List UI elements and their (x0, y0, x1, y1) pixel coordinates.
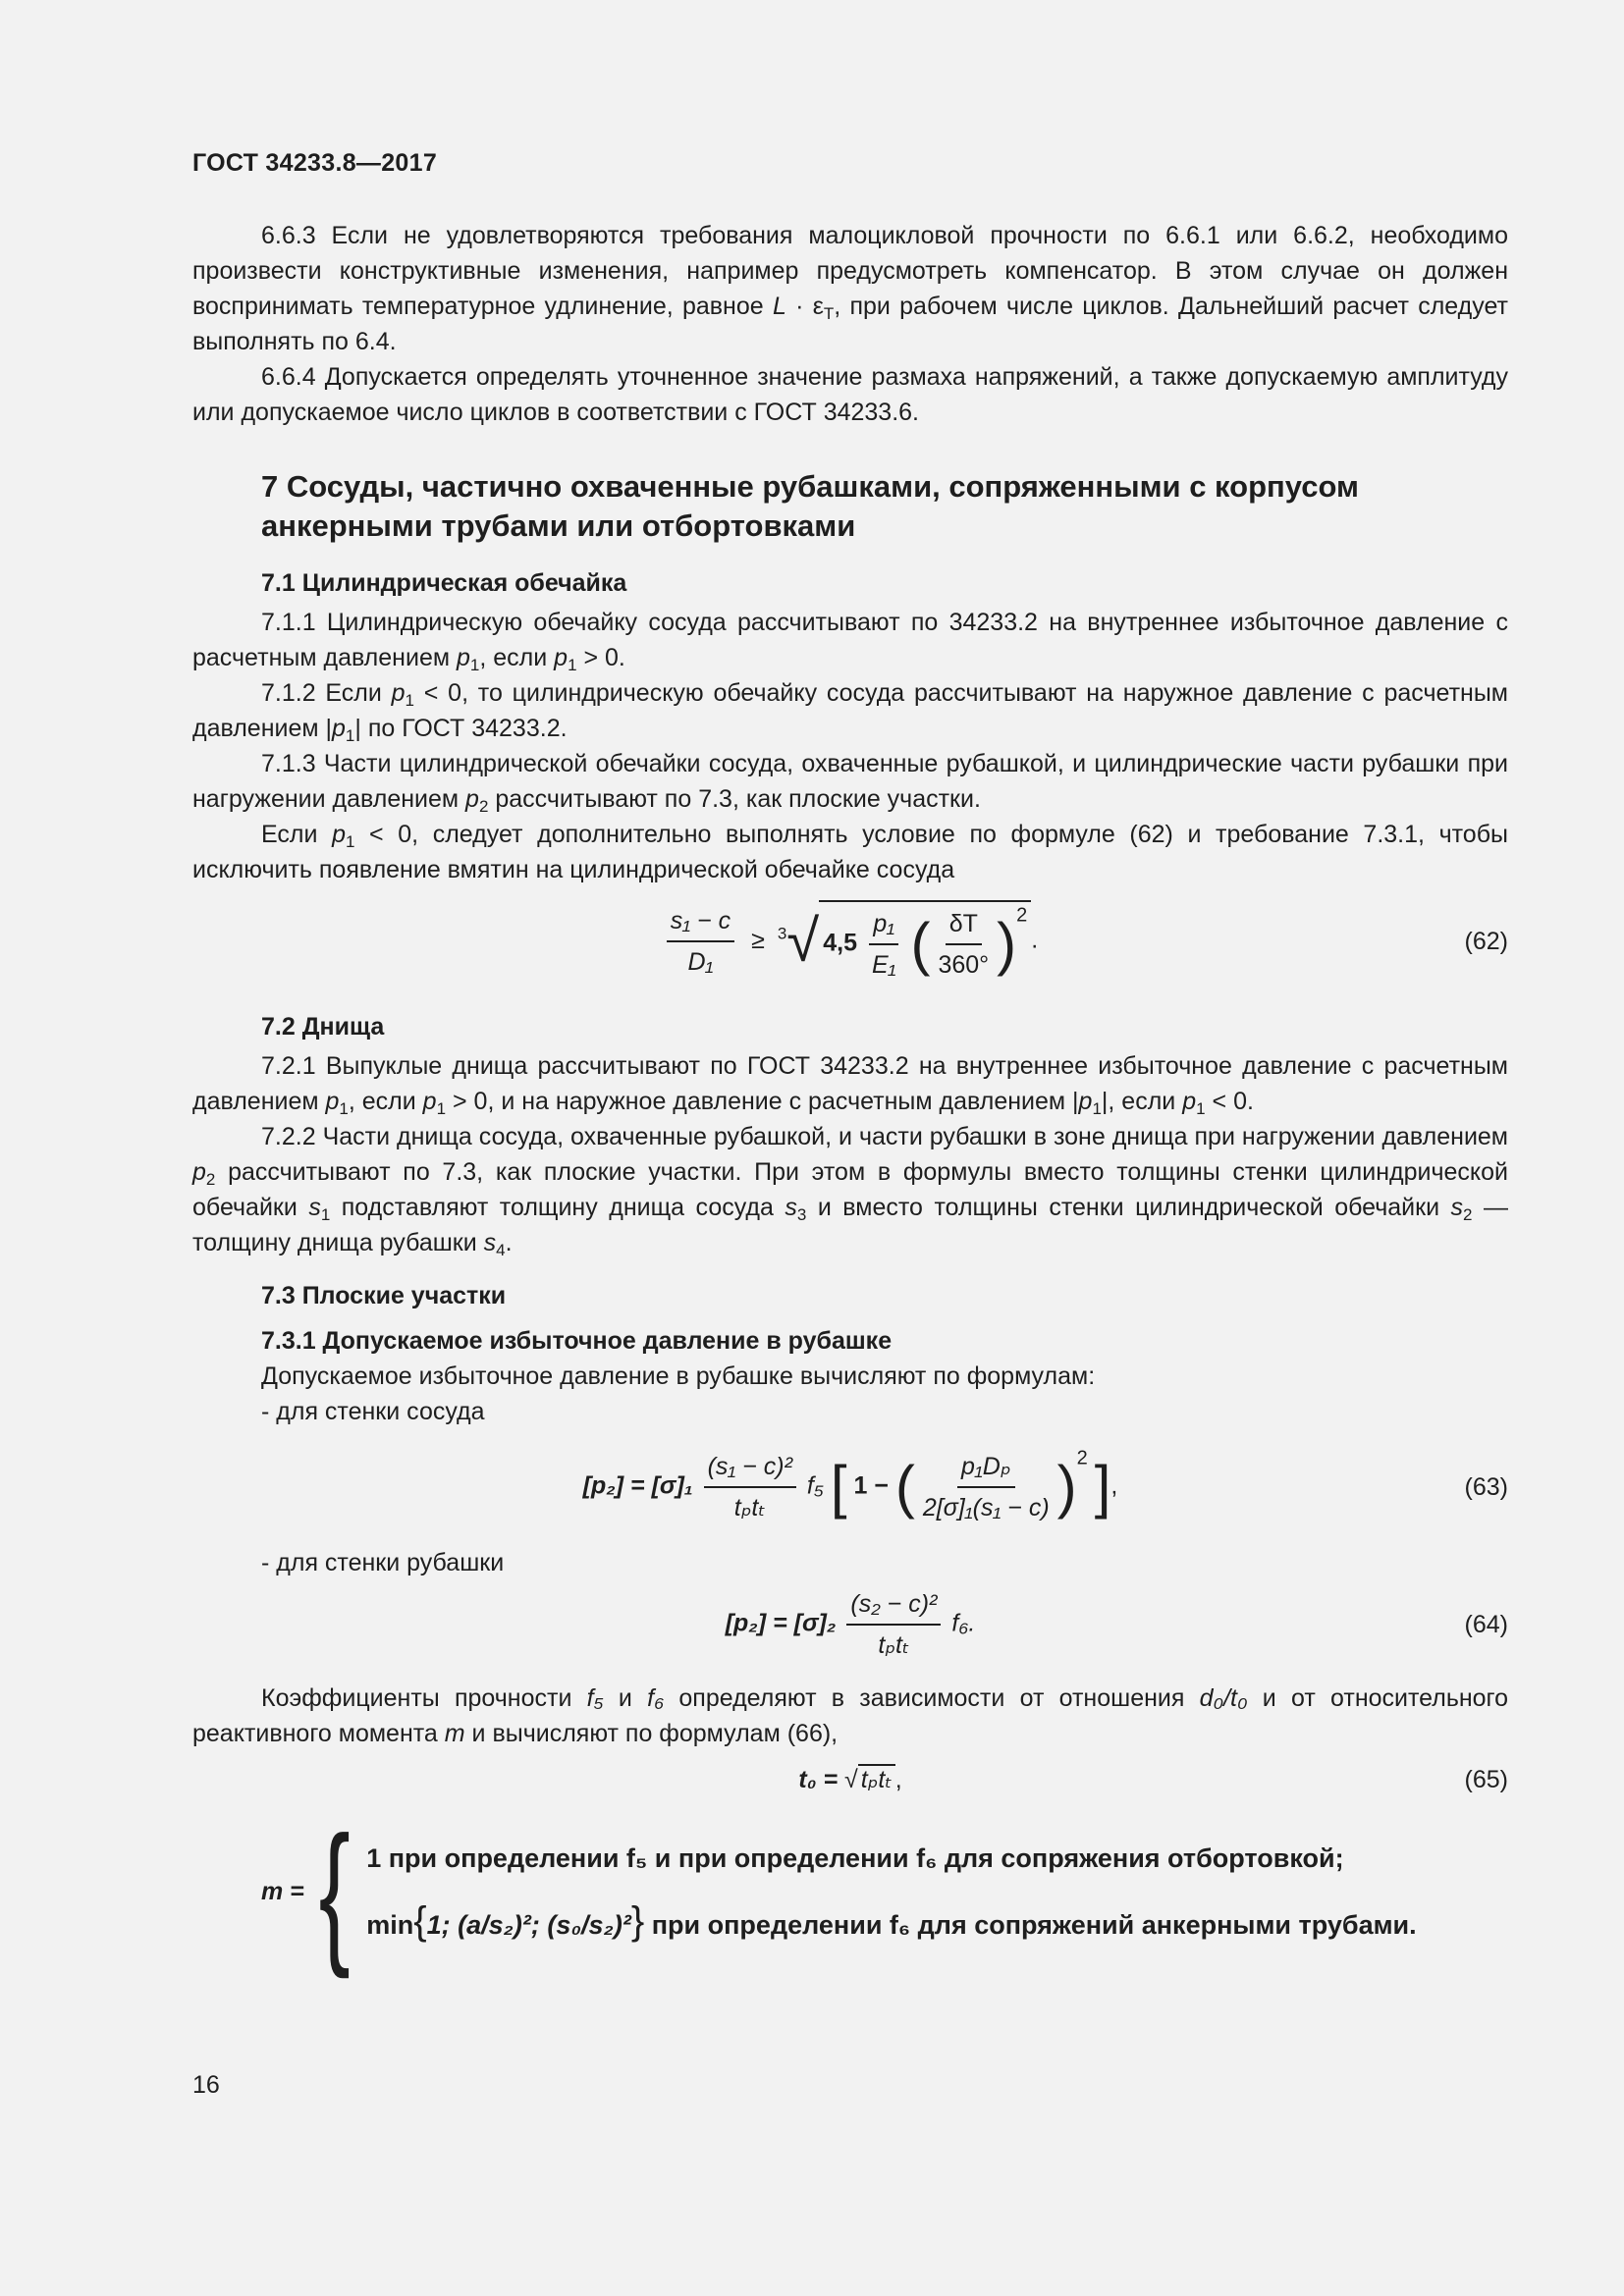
paragraph-6-6-3: 6.6.3 Если не удовлетворяются требования малоцикловой прочности по 6.6.1 или 6.6.2, необходимо произвести конструктивные изменения, например предусмотреть компенсатор. В этом случае он должен воспринимать температурное удлинение, равное $L \cdot \varepsilon_T$, при рабочем числе циклов. Дальнейший расчет следует выполнять по 6.4. (192, 222, 1508, 355)
formula-63-body: [p₂] = [σ]₁ $\frac{\text{(s₁ − c)²}}{\text{tₚtₜ}}$ f₅ [ 1 − ( $\frac{\text{p₁Dₚ}}{\text{2[σ]₁(s₁ − c)}}$ )$^2$ ], (582, 1447, 1118, 1522)
intro-text: Допускаемое избыточное давление в рубашке вычисляют по формулам: (261, 1362, 1096, 1390)
formula-62 (192, 887, 1508, 995)
formula-63 (192, 1429, 1508, 1545)
section-7-2-title: 7.2 Днища (261, 1013, 385, 1041)
formula-63-number: (63) (1464, 1473, 1508, 1501)
paragraph-7-1-2: 7.1.2 Если $p_1 < 0$, то цилиндрическую обечайку сосуда рассчитывают на наружное давление с расчетным давлением $|p_1|$ по ГОСТ 34233.2. (192, 679, 1508, 745)
formula-64 (192, 1580, 1508, 1669)
formula-66 (192, 1803, 1508, 1979)
page-number: 16 (192, 2071, 220, 2099)
document-header: ГОСТ 34233.8—2017 (192, 149, 438, 177)
formula-64-body: [p₂] = [σ]₂ $\frac{\text{(s₂ − c)²}}{\text{tₚtₜ}}$ f₆. (726, 1586, 976, 1663)
radicand: 4,5 $\frac{\text{p₁}}{\text{E₁}}$ ( $\frac{\delta T}{360^\circ}$ )$^2$ (819, 900, 1031, 983)
formula-64-number: (64) (1464, 1611, 1508, 1638)
section-7-1-title: 7.1 Цилиндрическая обечайка (261, 569, 627, 597)
case-2: min{1; (a/s₂)²; (s₀/s₂)²} при определении f₆ для сопряжений анкерными трубами. (366, 1899, 1417, 1943)
formula-65-number: (65) (1464, 1766, 1508, 1793)
section-7-title: 7 Сосуды, частично охваченные рубашками, сопряженными с корпусом анкерными трубами или отбортовками (261, 469, 1359, 543)
formula-62-body: $\frac{\text{s₁ − c}}{\text{D₁}}$ ≥ $^3$√ 4,5 $\frac{\text{p₁}}{\text{E₁}}$ ( $\frac{\delta T}{360^\circ}$ )$^2$. (663, 900, 1038, 983)
vessel-wall-label: - для стенки сосуда (261, 1398, 485, 1425)
paragraph-7-1-1: 7.1.1 Цилиндрическую обечайку сосуда рассчитывают по 34233.2 на внутреннее избыточное давление с расчетным давлением $p_1$, если $p_1 > 0$. (192, 609, 1508, 674)
paragraph-coefficients: Коэффициенты прочности f₅ и f₆ определяют в зависимости от отношения d₀/t₀ и от относительного реактивного момента m и вычисляют по формулам (66), (192, 1684, 1509, 1747)
section-7-3-title: 7.3 Плоские участки (261, 1282, 507, 1309)
paragraph-6-6-4: 6.6.4 Допускается определять уточненное значение размаха напряжений, а также допускаемую амплитуду или допускаемое число циклов в соответствии с ГОСТ 34233.6. (192, 363, 1508, 426)
formula-62-number: (62) (1464, 928, 1508, 955)
paragraph-7-2-1: 7.2.1 Выпуклые днища рассчитывают по ГОСТ 34233.2 на внутреннее избыточное давление с расчетным давлением $p_1$, если $p_1 > 0$, и на наружное давление с расчетным давлением $|p_1|$, если $p_1 < 0$. (192, 1052, 1508, 1118)
paragraph-7-1-3: 7.1.3 Части цилиндрической обечайки сосуда, охваченные рубашкой, и цилиндрические части рубашки при нагружении давлением $p_2$ рассчитывают по 7.3, как плоские участки. (192, 750, 1508, 816)
paragraph-7-1-3-cont: Если $p_1 < 0$, следует дополнительно выполнять условие по формуле (62) и требование 7.3.1, чтобы исключить появление вмятин на цилиндрической обечайке сосуда (192, 821, 1508, 883)
case-1: 1 при определении f₅ и при определении f₆ для сопряжения отбортовкой; (366, 1843, 1344, 1873)
cases (366, 1841, 1416, 1943)
formula-65 (192, 1751, 1508, 1808)
jacket-wall-label: - для стенки рубашки (261, 1549, 505, 1576)
formula-65-body: t₀ = √ tₚtₜ , (798, 1766, 902, 1793)
brace-icon: { (318, 1803, 351, 1979)
fraction: $\frac{\text{s₁ − c}}{\text{D₁}}$ (667, 903, 734, 980)
section-7-3-1-title: 7.3.1 Допускаемое избыточное давление в рубашке (261, 1327, 893, 1355)
document-body (192, 218, 1509, 1979)
paragraph-7-2-2: 7.2.2 Части днища сосуда, охваченные рубашкой, и части рубашки в зоне днища при нагружении давлением $p_2$ рассчитывают по 7.3, как плоские участки. При этом в формулы вместо толщины стенки цилиндрической обечайки $s_1$ подставляют толщину днища сосуда $s_3$ и вместо толщины стенки цилиндрической обечайки $s_2$ — толщину днища рубашки $s_4$. (192, 1123, 1508, 1259)
formula-66-body: m = { 1 при определении f₅ и при определении f₆ для сопряжения отбортовкой; min{1; (a/s₂)²; (s₀/s₂)²} при определении f₆ для сопряжений анкерными трубами. (261, 1803, 1417, 1979)
